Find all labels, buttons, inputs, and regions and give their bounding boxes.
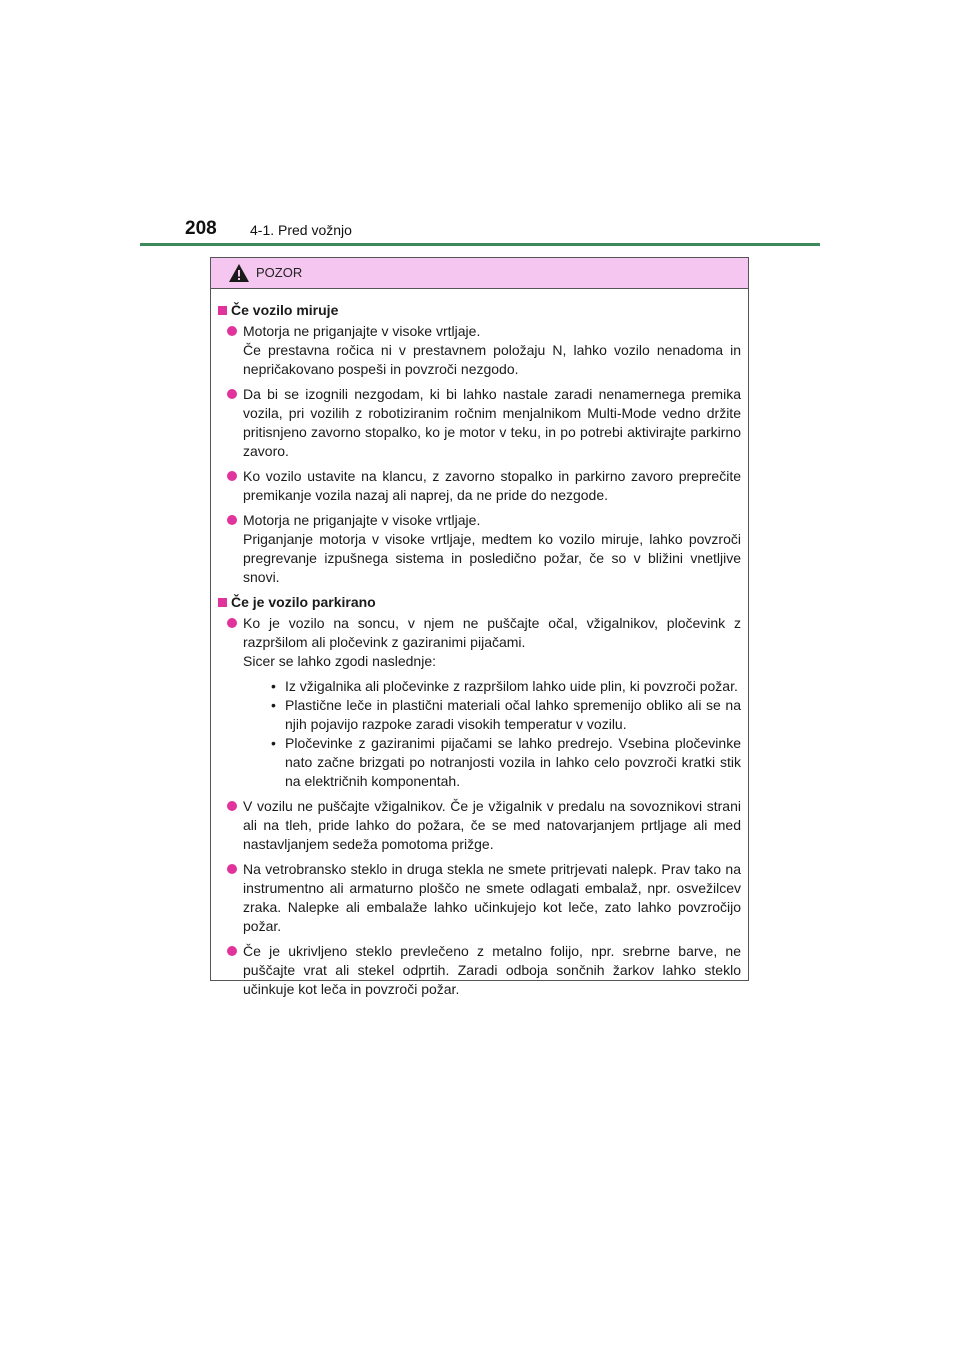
list-item-text: Motorja ne priganjajte v visoke vrtljaje. (243, 323, 481, 339)
dot-bullet-icon: • (271, 678, 276, 694)
square-icon (218, 598, 227, 607)
circle-bullet-icon (227, 515, 237, 525)
square-icon (218, 306, 227, 315)
list-item (217, 467, 741, 505)
list-item (217, 860, 741, 936)
circle-bullet-icon (227, 618, 237, 628)
section-heading (217, 301, 741, 320)
list-item-text: Če je ukrivljeno steklo prevlečeno z metalno folijo, npr. srebrne barve, ne puščajte vrat ali stekel odprtih. Zaradi odboja sončnih žarkov lahko steklo učinkuje kot leča in povzroči požar. (243, 943, 741, 997)
dot-bullet-icon: • (271, 697, 276, 713)
sub-list-item (243, 734, 741, 791)
page-header (0, 0, 960, 250)
list-item-text: Ko vozilo ustavite na klancu, z zavorno stopalko in parkirno zavoro preprečite premikanje vozila nazaj ali naprej, da ne pride do nezgode. (243, 468, 741, 503)
section-heading-text: Če vozilo miruje (231, 302, 339, 318)
warning-content (211, 289, 748, 999)
list-item (217, 614, 741, 791)
warning-triangle-icon (228, 263, 250, 283)
sub-list (243, 677, 741, 791)
list-item-text: Ko je vozilo na soncu, v njem ne puščajte očal, vžigalnikov, pločevink z razpršilom ali pločevink z gaziranimi pijačami. (243, 615, 741, 650)
list-item-text: Motorja ne priganjajte v visoke vrtljaje. (243, 512, 481, 528)
circle-bullet-icon (227, 471, 237, 481)
header-divider (140, 243, 820, 246)
section-heading-text: Če je vozilo parkirano (231, 594, 376, 610)
circle-bullet-icon (227, 326, 237, 336)
circle-bullet-icon (227, 801, 237, 811)
list-item-text: Če prestavna ročica ni v prestavnem položaju N, lahko vozilo nenadoma in nepričakovano pospeši in povzroči nezgodo. (243, 342, 741, 377)
list-item (217, 942, 741, 999)
list-item (217, 797, 741, 854)
section-heading (217, 593, 741, 612)
warning-label: POZOR (256, 265, 303, 280)
sub-list-item-text: Iz vžigalnika ali pločevinke z razpršilom lahko uide plin, ki povzroči požar. (285, 678, 738, 694)
circle-bullet-icon (227, 864, 237, 874)
sub-list-item-text: Pločevinke z gaziranimi pijačami se lahko predrejo. Vsebina pločevinke nato začne brizgati po notranjosti vozila in lahko celo povzroči kratki stik na električnih komponentah. (285, 735, 741, 789)
list-item (217, 511, 741, 587)
warning-header (211, 258, 748, 289)
section-title: 4-1. Pred vožnjo (250, 222, 352, 238)
list-item (217, 385, 741, 461)
sub-list-item (243, 696, 741, 734)
circle-bullet-icon (227, 946, 237, 956)
list-item (217, 322, 741, 379)
list-item-text: V vozilu ne puščajte vžigalnikov. Če je vžigalnik v predalu na sovoznikovi strani ali na tleh, pride lahko do požara, če se med natovarjanjem prtljage ali med nastavljanjem sedeža pomotoma prižge. (243, 798, 741, 852)
dot-bullet-icon: • (271, 735, 276, 751)
warning-box (210, 257, 749, 997)
list-item-text: Na vetrobransko steklo in druga stekla ne smete pritrjevati nalepk. Prav tako na instrumentno ali armaturno ploščo ne smete odlagati embalaž, npr. osvežilcev zraka. Nalepke ali embalaže lahko učinkujejo kot leče, zato lahko povzročijo požar. (243, 861, 741, 934)
list-item-text: Priganjanje motorja v visoke vrtljaje, medtem ko vozilo miruje, lahko povzroči pregrevanje izpušnega sistema in posledično požar, če so v bližini vnetljive snovi. (243, 531, 741, 585)
circle-bullet-icon (227, 389, 237, 399)
page-number: 208 (185, 218, 217, 239)
sub-list-item (243, 677, 741, 696)
list-item-text: Sicer se lahko zgodi naslednje: (243, 653, 437, 669)
list-item-text: Da bi se izognili nezgodam, ki bi lahko nastale zaradi nenamernega premika vozila, pri vozilih z robotiziranim ročnim menjalnikom Multi-Mode vedno držite pritisnjeno zavorno stopalko, ko je motor v teku, in po potrebi aktivirajte parkirno zavoro. (243, 386, 741, 459)
sub-list-item-text: Plastične leče in plastični materiali očal lahko spremenijo obliko ali se na njih pojavijo razpoke zaradi visokih temperatur v vozilu. (285, 697, 741, 732)
